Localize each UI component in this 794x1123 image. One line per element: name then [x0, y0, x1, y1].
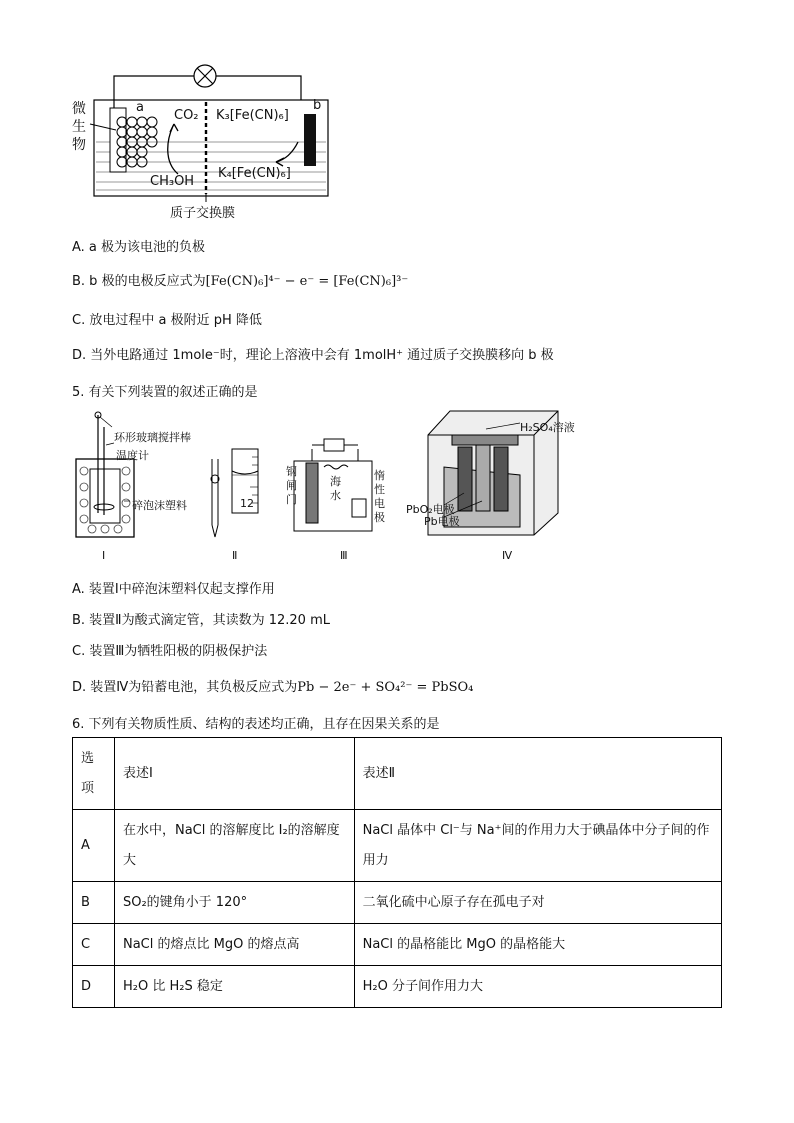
q6-table — [72, 737, 722, 1008]
row-option: D — [73, 966, 115, 1008]
label-h2so4: H₂SO₄溶液 — [520, 421, 575, 434]
row-statement-1: SO₂的键角小于 120° — [114, 882, 354, 924]
q4-option-b-text: B. b 极的电极反应式为 — [72, 274, 206, 289]
label-seawater: 海水 — [330, 475, 341, 502]
table-row — [73, 924, 722, 966]
q4-option-b-equation: [Fe(CN)₆]⁴⁻ − e⁻ = [Fe(CN)₆]³⁻ — [205, 274, 409, 289]
q5-option-a: A. 装置Ⅰ中碎泡沫塑料仅起支撑作用 — [72, 582, 275, 597]
caption-i: Ⅰ — [102, 549, 106, 562]
row-statement-2: H₂O 分子间作用力大 — [354, 966, 721, 1008]
label-a: a — [136, 100, 144, 115]
row-statement-2: NaCl 的晶格能比 MgO 的晶格能大 — [354, 924, 721, 966]
caption-iii: Ⅲ — [340, 549, 348, 562]
row-option: A — [73, 810, 115, 882]
label-steel-gate: 钢闸门 — [286, 465, 297, 506]
label-membrane: 质子交换膜 — [170, 206, 236, 221]
q5-option-d — [72, 676, 473, 695]
label-k3: K₃[Fe(CN)₆] — [216, 108, 289, 123]
label-ch3oh: CH₃OH — [150, 174, 195, 189]
row-option: C — [73, 924, 115, 966]
row-statement-1: H₂O 比 H₂S 稳定 — [114, 966, 354, 1008]
fuel-cell-figure — [70, 62, 340, 222]
label-stirrer: 环形玻璃搅拌棒 — [114, 431, 191, 444]
label-co2: CO₂ — [174, 108, 199, 123]
label-inert-electrode: 惰性电极 — [374, 469, 385, 524]
header-statement-2: 表述Ⅱ — [354, 738, 721, 810]
caption-ii: Ⅱ — [232, 549, 238, 562]
label-k4: K₄[Fe(CN)₆] — [218, 166, 291, 181]
row-statement-1: NaCl 的熔点比 MgO 的熔点高 — [114, 924, 354, 966]
q5-option-d-text: D. 装置Ⅳ为铅蓄电池，其负极反应式为 — [72, 680, 298, 695]
q5-option-d-equation: Pb − 2e⁻ + SO₄²⁻ = PbSO₄ — [297, 680, 474, 695]
table-header-row — [73, 738, 722, 810]
row-statement-2: 二氧化硫中心原子存在孤电子对 — [354, 882, 721, 924]
header-option: 选项 — [73, 738, 115, 810]
row-statement-2: NaCl 晶体中 Cl⁻与 Na⁺间的作用力大于碘晶体中分子间的作用力 — [354, 810, 721, 882]
burette-drawing — [211, 449, 258, 537]
label-b: b — [313, 98, 322, 113]
table-row — [73, 810, 722, 882]
q5-stem: 5. 有关下列装置的叙述正确的是 — [72, 385, 258, 400]
q5-option-b: B. 装置Ⅱ为酸式滴定管，其读数为 12.20 mL — [72, 613, 330, 628]
label-pbo2: PbO₂电极 — [406, 503, 455, 516]
label-microbe: 微生物 — [72, 101, 86, 153]
label-foam: 碎泡沫塑料 — [132, 499, 187, 512]
label-burette-reading: 12 — [240, 497, 254, 510]
q4-option-b — [72, 270, 408, 289]
header-statement-1: 表述Ⅰ — [114, 738, 354, 810]
row-statement-1: 在水中，NaCl 的溶解度比 I₂的溶解度大 — [114, 810, 354, 882]
q4-option-c: C. 放电过程中 a 极附近 pH 降低 — [72, 313, 262, 328]
q4-option-a: A. a 极为该电池的负极 — [72, 240, 206, 255]
fuel-cell-diagram — [70, 62, 340, 222]
table-row — [73, 966, 722, 1008]
caption-iv: Ⅳ — [502, 549, 513, 562]
q5-option-c: C. 装置Ⅲ为牺牲阳极的阴极保护法 — [72, 644, 268, 659]
q5-figure — [72, 405, 592, 565]
row-option: B — [73, 882, 115, 924]
label-pb: Pb电极 — [424, 515, 460, 528]
label-thermometer: 温度计 — [116, 449, 149, 462]
q6-stem: 6. 下列有关物质性质、结构的表述均正确，且存在因果关系的是 — [72, 717, 440, 732]
q4-option-d: D. 当外电路通过 1mole⁻时，理论上溶液中会有 1molH⁺ 通过质子交换膜移向 b 极 — [72, 348, 554, 363]
table-row — [73, 882, 722, 924]
